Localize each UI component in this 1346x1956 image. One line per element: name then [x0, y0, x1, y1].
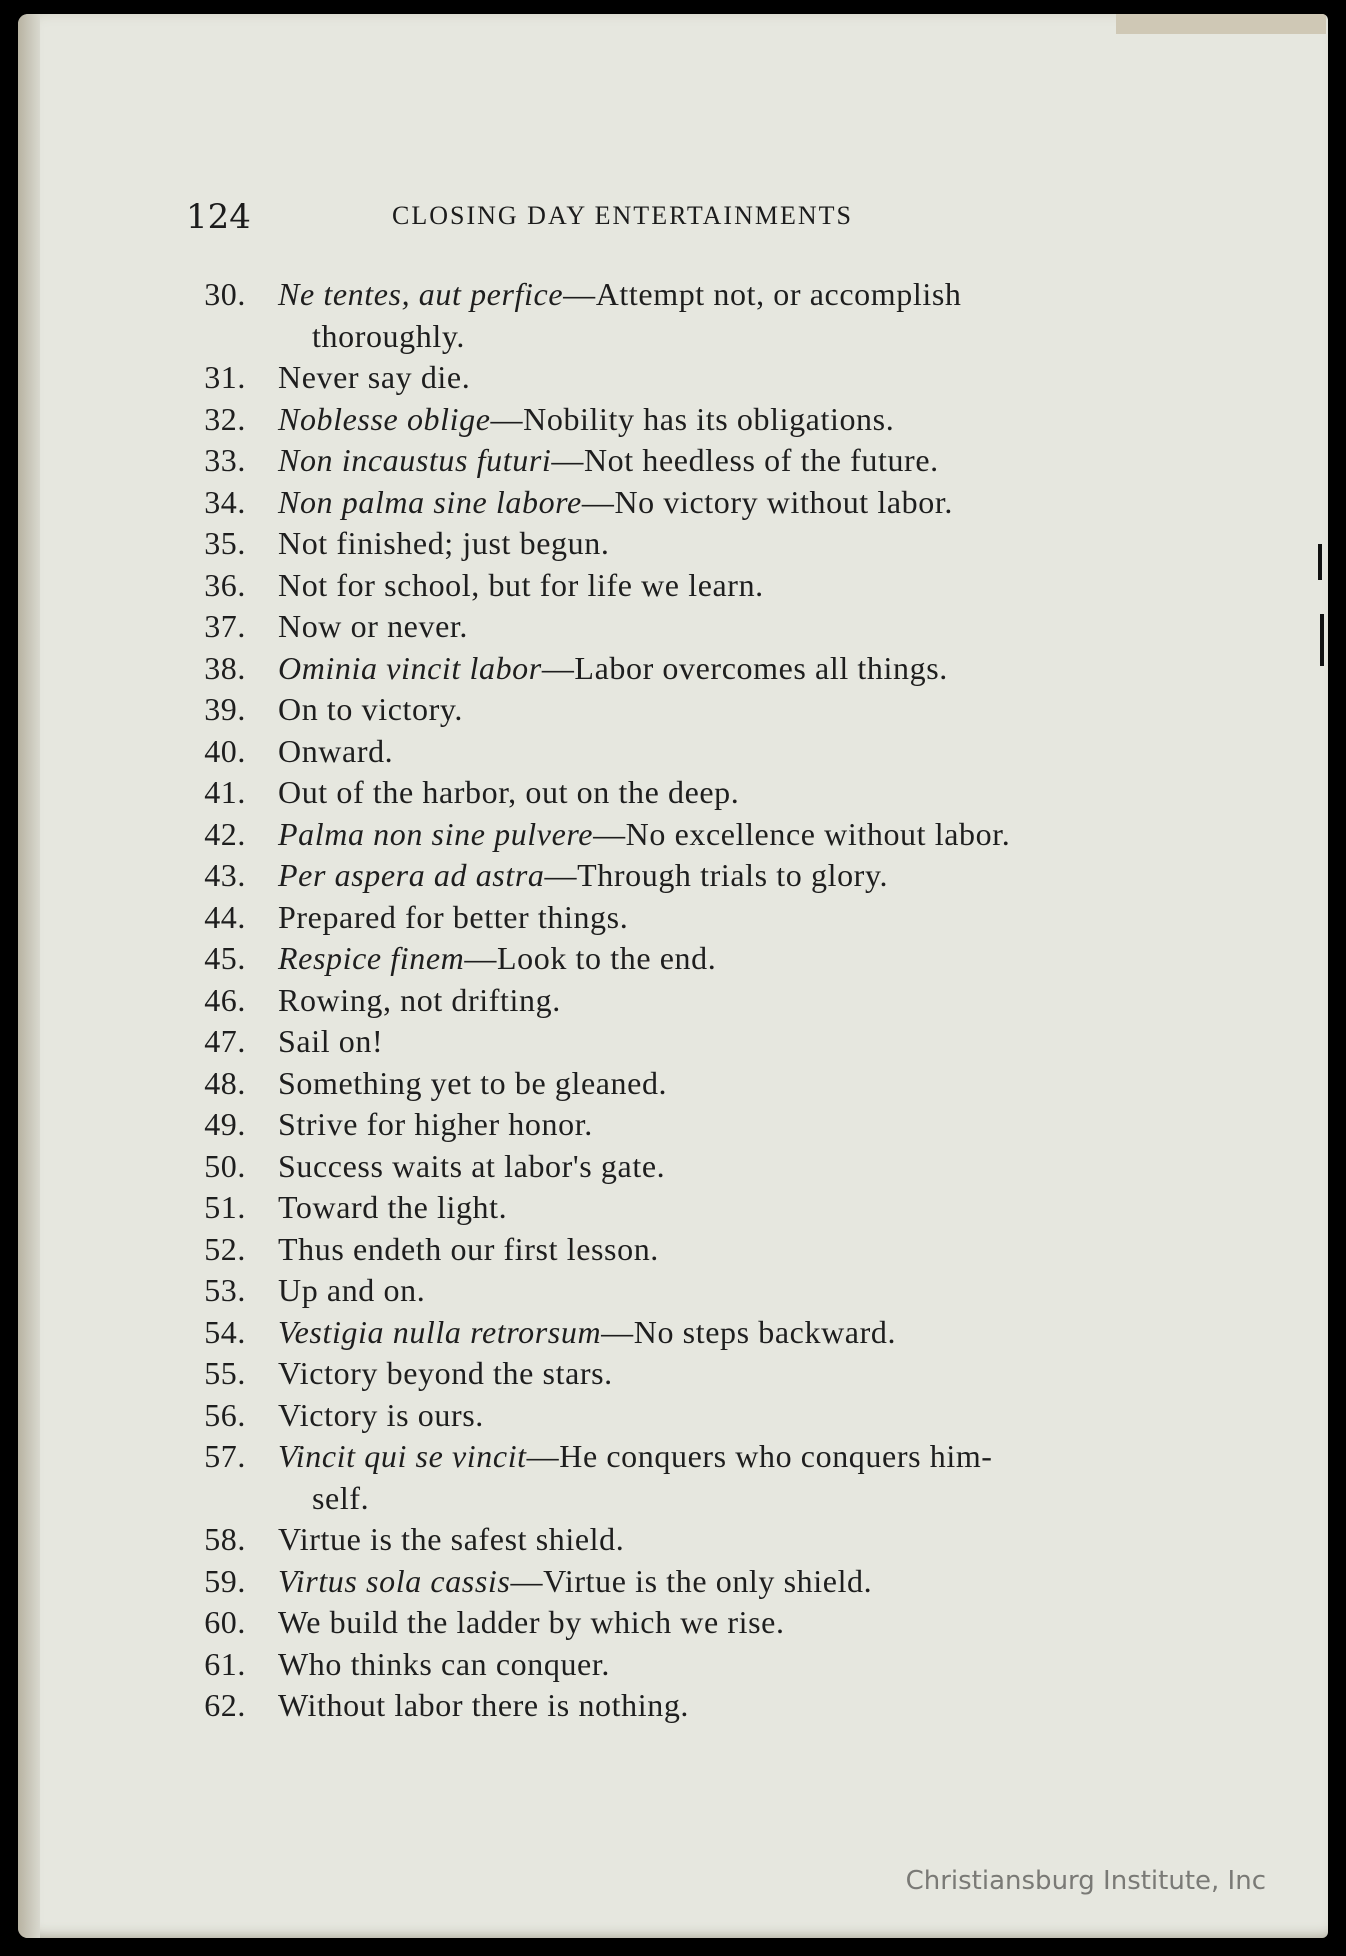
item-number: 58. — [204, 1521, 246, 1557]
item-text — [278, 648, 1236, 690]
item-text — [278, 772, 1236, 814]
motto-text: Who thinks can conquer. — [278, 1645, 610, 1682]
latin-motto: Virtus sola cassis — [278, 1562, 511, 1599]
item-number: 55. — [204, 1355, 246, 1391]
item-number: 35. — [204, 525, 246, 561]
book-page — [18, 14, 1328, 1938]
list-item — [186, 1602, 1236, 1644]
motto-list — [186, 274, 1236, 1727]
motto-text: Victory is ours. — [278, 1396, 484, 1433]
item-number: 59. — [204, 1562, 246, 1599]
item-number: 52. — [204, 1230, 246, 1267]
list-item — [186, 1395, 1236, 1437]
list-item — [186, 731, 1236, 773]
item-text — [278, 1063, 1236, 1105]
item-text — [278, 689, 1236, 731]
item-text — [278, 1229, 1236, 1271]
latin-motto: Non incaustus futuri — [278, 442, 552, 478]
list-item — [186, 1104, 1236, 1146]
item-number: 32. — [204, 400, 246, 437]
motto-text: —Attempt not, or accomplish — [563, 276, 962, 312]
list-item — [186, 648, 1236, 690]
motto-text: Virtue is the safest shield. — [278, 1521, 625, 1557]
list-item — [186, 1021, 1236, 1063]
list-item — [186, 440, 1236, 482]
motto-text: Rowing, not drifting. — [278, 981, 561, 1018]
item-number: 42. — [204, 815, 246, 852]
item-number: 57. — [204, 1438, 246, 1474]
motto-text: —No steps backward. — [601, 1313, 897, 1350]
item-number: 38. — [204, 649, 246, 686]
motto-text: —No victory without labor. — [581, 483, 953, 520]
item-number: 56. — [204, 1396, 246, 1433]
motto-text: —He conquers who conquers him- — [526, 1438, 993, 1474]
item-number: 61. — [204, 1645, 246, 1682]
item-text — [278, 1021, 1236, 1063]
motto-text: Now or never. — [278, 608, 468, 644]
latin-motto: Ominia vincit labor — [278, 649, 542, 686]
item-text — [278, 1685, 1236, 1727]
item-text — [278, 274, 1236, 357]
item-number: 45. — [204, 940, 246, 976]
list-item — [186, 274, 1236, 357]
item-number: 60. — [204, 1604, 246, 1640]
item-number: 46. — [204, 981, 246, 1018]
running-title: CLOSING DAY ENTERTAINMENTS — [392, 201, 853, 230]
item-number: 48. — [204, 1064, 246, 1101]
list-item — [186, 1312, 1236, 1354]
continuation-line: self. — [312, 1479, 370, 1516]
continuation-line: thoroughly. — [312, 317, 465, 354]
motto-text: Without labor there is nothing. — [278, 1687, 690, 1723]
item-number: 31. — [204, 359, 246, 395]
list-item — [186, 1519, 1236, 1561]
motto-text: We build the ladder by which we rise. — [278, 1604, 785, 1640]
item-text — [278, 1519, 1236, 1561]
item-text — [278, 1644, 1236, 1686]
list-item — [186, 1644, 1236, 1686]
binding-mark — [1318, 544, 1322, 580]
item-text — [278, 1436, 1236, 1519]
motto-text: —Virtue is the only shield. — [510, 1562, 873, 1599]
item-number: 39. — [204, 691, 246, 727]
motto-text: —Labor overcomes all things. — [541, 649, 948, 686]
list-item — [186, 1436, 1236, 1519]
list-item — [186, 897, 1236, 939]
item-number: 44. — [204, 898, 246, 935]
latin-motto: Respice finem — [278, 940, 465, 976]
item-text — [278, 523, 1236, 565]
list-item — [186, 1187, 1236, 1229]
motto-text: —Not heedless of the future. — [551, 442, 939, 478]
list-item — [186, 1353, 1236, 1395]
item-number: 53. — [204, 1272, 246, 1308]
list-item — [186, 980, 1236, 1022]
motto-text: Out of the harbor, out on the deep. — [278, 774, 740, 810]
item-number: 49. — [204, 1106, 246, 1142]
item-text — [278, 1312, 1236, 1354]
motto-text: Victory beyond the stars. — [278, 1355, 613, 1391]
item-number: 40. — [204, 732, 246, 769]
watermark: Christiansburg Institute, Inc — [905, 1866, 1266, 1896]
motto-text: Prepared for better things. — [278, 898, 629, 935]
item-text — [278, 731, 1236, 773]
latin-motto: Non palma sine labore — [278, 483, 582, 520]
page-header — [186, 197, 1026, 237]
item-number: 34. — [204, 483, 246, 520]
motto-text: Not finished; just begun. — [278, 525, 610, 561]
list-item — [186, 1229, 1236, 1271]
list-item — [186, 814, 1236, 856]
item-text — [278, 357, 1236, 399]
item-text — [278, 1561, 1236, 1603]
list-item — [186, 523, 1236, 565]
item-number: 36. — [204, 566, 246, 603]
list-item — [186, 772, 1236, 814]
item-number: 41. — [204, 774, 246, 810]
item-number: 62. — [204, 1687, 246, 1723]
item-text — [278, 855, 1236, 897]
list-item — [186, 1146, 1236, 1188]
item-number: 43. — [204, 857, 246, 893]
item-text — [278, 1353, 1236, 1395]
item-text — [278, 1146, 1236, 1188]
motto-text: Up and on. — [278, 1272, 426, 1308]
motto-text: —Nobility has its obligations. — [490, 400, 895, 437]
list-item — [186, 606, 1236, 648]
motto-text: Toward the light. — [278, 1189, 508, 1225]
list-item — [186, 565, 1236, 607]
latin-motto: Vincit qui se vincit — [278, 1438, 527, 1474]
motto-text: Not for school, but for life we learn. — [278, 566, 764, 603]
latin-motto: Ne tentes, aut perfice — [278, 276, 564, 312]
page-number: 124 — [186, 197, 251, 237]
motto-text: Never say die. — [278, 359, 471, 395]
latin-motto: Noblesse oblige — [278, 400, 491, 437]
item-text — [278, 399, 1236, 441]
motto-text: Strive for higher honor. — [278, 1106, 593, 1142]
motto-text: Something yet to be gleaned. — [278, 1064, 668, 1101]
list-item — [186, 855, 1236, 897]
motto-text: On to victory. — [278, 691, 463, 727]
item-number: 47. — [204, 1023, 246, 1059]
item-text — [278, 565, 1236, 607]
latin-motto: Per aspera ad astra — [278, 857, 545, 893]
item-text — [278, 1602, 1236, 1644]
item-text — [278, 482, 1236, 524]
motto-text: —No excellence without labor. — [593, 815, 1011, 852]
item-text — [278, 1270, 1236, 1312]
list-item — [186, 399, 1236, 441]
item-text — [278, 1187, 1236, 1229]
list-item — [186, 1685, 1236, 1727]
latin-motto: Vestigia nulla retrorsum — [278, 1313, 602, 1350]
list-item — [186, 482, 1236, 524]
motto-text: Onward. — [278, 732, 394, 769]
item-text — [278, 897, 1236, 939]
list-item — [186, 1063, 1236, 1105]
list-item — [186, 1561, 1236, 1603]
motto-text: —Look to the end. — [464, 940, 717, 976]
item-number: 51. — [204, 1189, 246, 1225]
motto-text: Thus endeth our first lesson. — [278, 1230, 659, 1267]
page-edge-tab — [1116, 14, 1326, 34]
item-number: 50. — [204, 1147, 246, 1184]
list-item — [186, 357, 1236, 399]
motto-text: Success waits at labor's gate. — [278, 1147, 666, 1184]
item-text — [278, 606, 1236, 648]
item-text — [278, 1395, 1236, 1437]
list-item — [186, 938, 1236, 980]
motto-text: Sail on! — [278, 1023, 384, 1059]
item-text — [278, 1104, 1236, 1146]
motto-text: —Through trials to glory. — [544, 857, 889, 893]
latin-motto: Palma non sine pulvere — [278, 815, 594, 852]
list-item — [186, 689, 1236, 731]
item-number: 54. — [204, 1313, 246, 1350]
item-text — [278, 980, 1236, 1022]
list-item — [186, 1270, 1236, 1312]
item-text — [278, 938, 1236, 980]
item-text — [278, 814, 1236, 856]
item-text — [278, 440, 1236, 482]
item-number: 37. — [204, 608, 246, 644]
item-number: 30. — [204, 276, 246, 312]
binding-mark — [1320, 614, 1324, 666]
item-number: 33. — [204, 442, 246, 478]
